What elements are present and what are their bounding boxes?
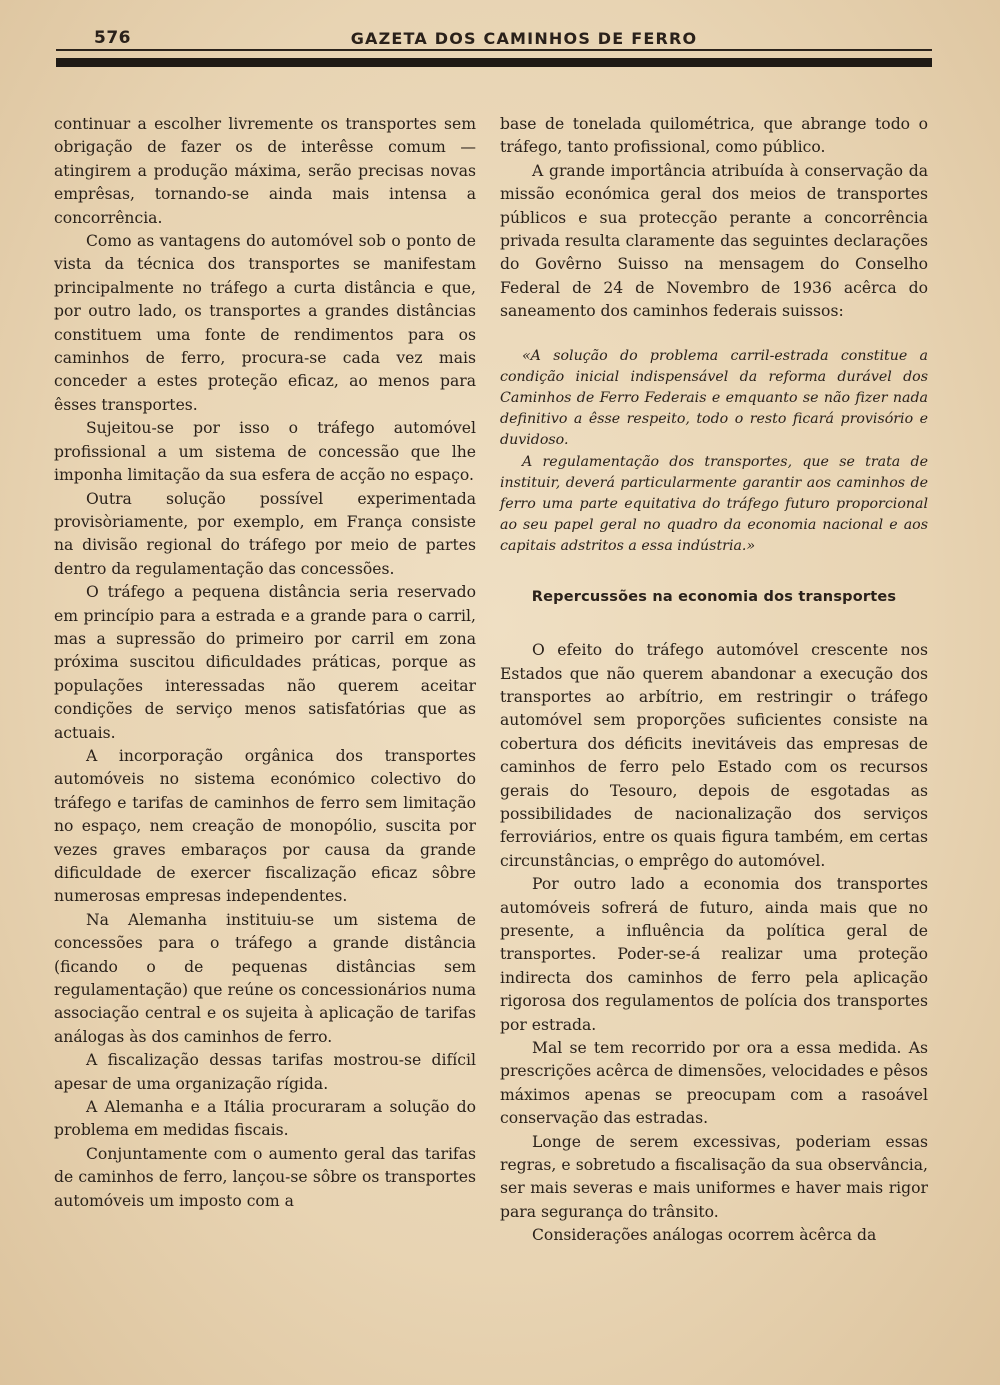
- paragraph: Conjuntamente com o aumento geral das tarifas de caminhos de ferro, lançou-se sôbre os transportes automóveis um imposto com a: [54, 1144, 476, 1210]
- header-rule-thick: [56, 58, 932, 67]
- paragraph: A fiscalização dessas tarifas mostrou-se difícil apesar de uma organização rígida.: [54, 1051, 476, 1093]
- paragraph: Na Alemanha instituiu-se um sistema de concessões para o tráfego a grande distância (ficando o de pequenas distâncias sem regulamentação) que reúne os concessionários numa associação central e os sujeita à aplicação de tarifas análogas às dos caminhos de ferro.: [54, 910, 476, 1046]
- paragraph: A grande importância atribuída à conservação da missão económica geral dos meios de transportes públicos e sua protecção perante a concorrência privada resulta claramente das seguintes declarações do Govêrno Suisso na mensagem do Conselho Federal de 24 de Novembro de 1936 acêrca do saneamento dos caminhos federais suissos:: [500, 161, 928, 321]
- paragraph: Considerações análogas ocorrem àcêrca da: [532, 1226, 877, 1245]
- paragraph: base de tonelada quilométrica, que abrange todo o tráfego, tanto profissional, como público.: [500, 115, 928, 157]
- paragraph: Longe de serem excessivas, poderiam essas regras, e sobretudo a fiscalisação da sua observância, ser mais severas e mais uniformes e haver mais rigor para segurança do trânsito.: [500, 1132, 928, 1221]
- header-rule-thin: [56, 49, 932, 51]
- paragraph: continuar a escolher livremente os transportes sem obrigação de fazer os de interêsse comum — atingirem a produção máxima, serão precisas novas emprêsas, tornando-se ainda mais intensa a concorrência.: [54, 115, 476, 227]
- paragraph: Sujeitou-se por isso o tráfego automóvel profissional a um sistema de concessão que lhe imponha limitação da sua esfera de acção no espaço.: [54, 419, 476, 485]
- paragraph: A incorporação orgânica dos transportes automóveis no sistema económico colectivo do tráfego e tarifas de caminhos de ferro sem limitação no espaço, nem creação de monopólio, suscita por vezes graves embaraços por causa da grande dificuldade de exercer fiscalização eficaz sôbre numerosas empresas independentes.: [54, 746, 476, 906]
- paragraph: Mal se tem recorrido por ora a essa medida. As prescrições acêrca de dimensões, velocidades e pêsos máximos apenas se preocupam com a rasoável conservação das estradas.: [500, 1039, 928, 1128]
- paragraph: O tráfego a pequena distância seria reservado em princípio para a estrada e a grande para o carril, mas a supressão do primeiro por carril em zona próxima suscitou dificuldades práticas, porque as populações interessadas não querem aceitar condições de serviço menos satisfatórias que as actuais.: [54, 583, 476, 742]
- section-heading: Repercussões na economia dos transportes: [531, 588, 897, 605]
- left-column: [54, 113, 476, 1213]
- paragraph: Como as vantagens do automóvel sob o ponto de vista da técnica dos transportes se manifestam principalmente no tráfego a curta distância e que, por outro lado, os transportes a grandes distâncias constituem uma fonte de rendimentos para os caminhos de ferro, procura-se cada vez mais conceder a estes proteção eficaz, ao menos para êsses transportes.: [54, 232, 476, 414]
- page-number: 576: [94, 28, 131, 48]
- paragraph: Por outro lado a economia dos transportes automóveis sofrerá de futuro, ainda mais que no presente, a influência da política geral de transportes. Poder-se-á realizar uma proteção indirecta dos caminhos de ferro pela aplicação rigorosa dos regulamentos de polícia dos transportes por estrada.: [500, 875, 928, 1034]
- paragraph: A Alemanha e a Itália procuraram a solução do problema em medidas fiscais.: [54, 1098, 476, 1140]
- journal-title: GAZETA DOS CAMINHOS DE FERRO: [350, 29, 698, 48]
- quote-paragraph: «A solução do problema carril-estrada constitue a condição inicial indispensável da reforma durável dos Caminhos de Ferro Federais e emquanto se não fizer nada definitivo a êsse respeito, todo o resto ficará provisório e duvidoso.: [500, 347, 928, 449]
- paragraph: O efeito do tráfego automóvel crescente nos Estados que não querem abandonar a execução dos transportes ao arbítrio, em restringir o tráfego automóvel sem proporções suficientes consiste na cobertura dos déficits inevitáveis das empresas de caminhos de ferro pelo Estado com os recursos gerais do Tesouro, depois de esgotadas as possibilidades de nacionalização dos serviços ferroviários, entre os quais figura também, em certas circunstâncias, o emprêgo do automóvel.: [500, 641, 928, 870]
- block-quote: [500, 346, 928, 558]
- paragraph: Outra solução possível experimentada provisòriamente, por exemplo, em França consiste na divisão regional do tráfego por meio de partes dentro da regulamentação das concessões.: [54, 489, 476, 578]
- quote-paragraph: A regulamentação dos transportes, que se trata de instituir, deverá particularmente garantir aos caminhos de ferro uma parte equitativa do tráfego futuro proporcional ao seu papel geral no quadro da economia nacional e aos capitais adstritos a essa indústria.»: [500, 453, 928, 555]
- right-column: [500, 113, 928, 1248]
